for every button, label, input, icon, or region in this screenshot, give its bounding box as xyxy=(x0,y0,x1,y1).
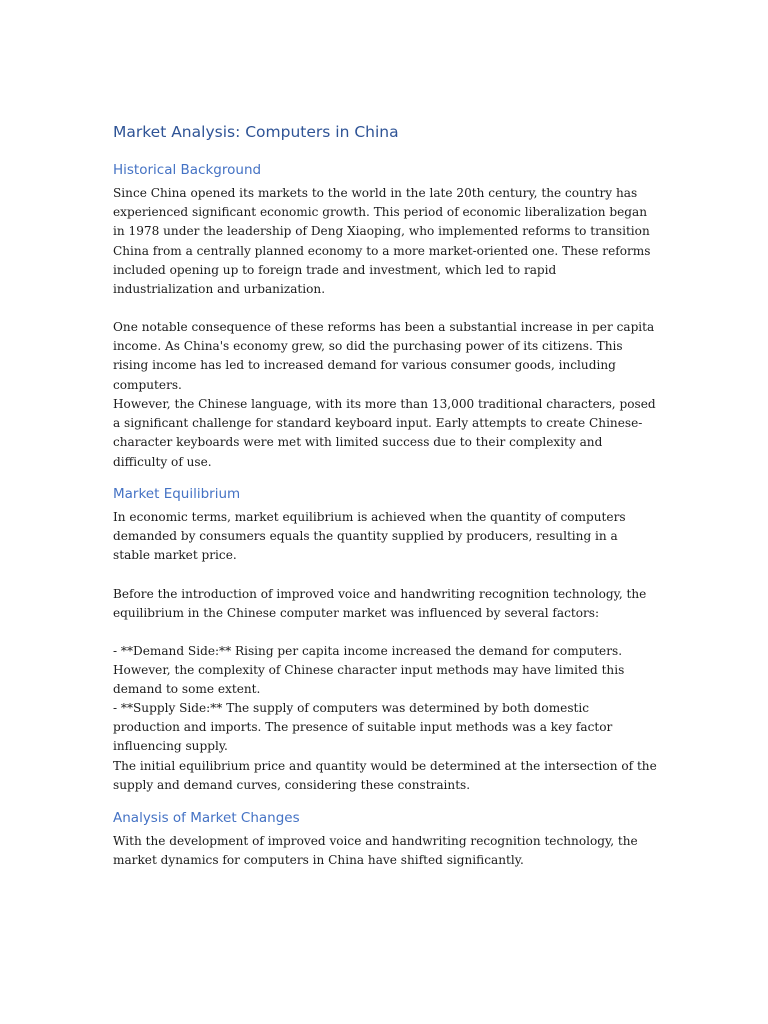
paragraph-equilibrium-definition: In economic terms, market equilibrium is achieved when the quantity of computers demanded by consumers equals the quantity supplied by producers, resulting in a stable market price. xyxy=(113,510,626,563)
section-heading-market-changes: Analysis of Market Changes xyxy=(113,810,300,826)
section-heading-market-equilibrium: Market Equilibrium xyxy=(113,486,241,502)
paragraph-initial-equilibrium: The initial equilibrium price and quantity would be determined at the intersection of the supply and demand curves, considering these constraints. xyxy=(113,759,657,793)
list-item-demand-side: - **Demand Side:** Rising per capita income increased the demand for computers. However, the complexity of Chinese character input methods may have limited this demand to some extent. xyxy=(113,644,625,697)
paragraph-language-challenge: However, the Chinese language, with its more than 13,000 traditional characters, posed a significant challenge for standard keyboard input. Early attempts to create Chinese-character keyboards were met with limited success due to their complexity and difficulty of use. xyxy=(113,397,656,469)
paragraph-income-increase: One notable consequence of these reforms has been a substantial increase in per capita income. As China's economy grew, so did the purchasing power of its citizens. This rising income has led to increased demand for various consumer goods, including computers. xyxy=(113,320,655,392)
document-title: Market Analysis: Computers in China xyxy=(113,123,399,141)
section-heading-historical-background: Historical Background xyxy=(113,162,262,178)
paragraph-market-shift: With the development of improved voice and handwriting recognition technology, the market dynamics for computers in China have shifted significantly. xyxy=(113,834,638,868)
list-item-supply-side: - **Supply Side:** The supply of computers was determined by both domestic production and imports. The presence of suitable input methods was a key factor influencing supply. xyxy=(113,701,613,754)
paragraph-economic-growth: Since China opened its markets to the world in the late 20th century, the country has experienced significant economic growth. This period of economic liberalization began in 1978 under the leadership of Deng Xiaoping, who implemented reforms to transition China from a centrally planned economy to a more market-oriented one. These reforms included opening up to foreign trade and investment, which led to rapid industrialization and urbanization. xyxy=(113,186,651,297)
paragraph-equilibrium-factors: Before the introduction of improved voice and handwriting recognition technology, the equilibrium in the Chinese computer market was influenced by several factors: xyxy=(113,587,647,621)
